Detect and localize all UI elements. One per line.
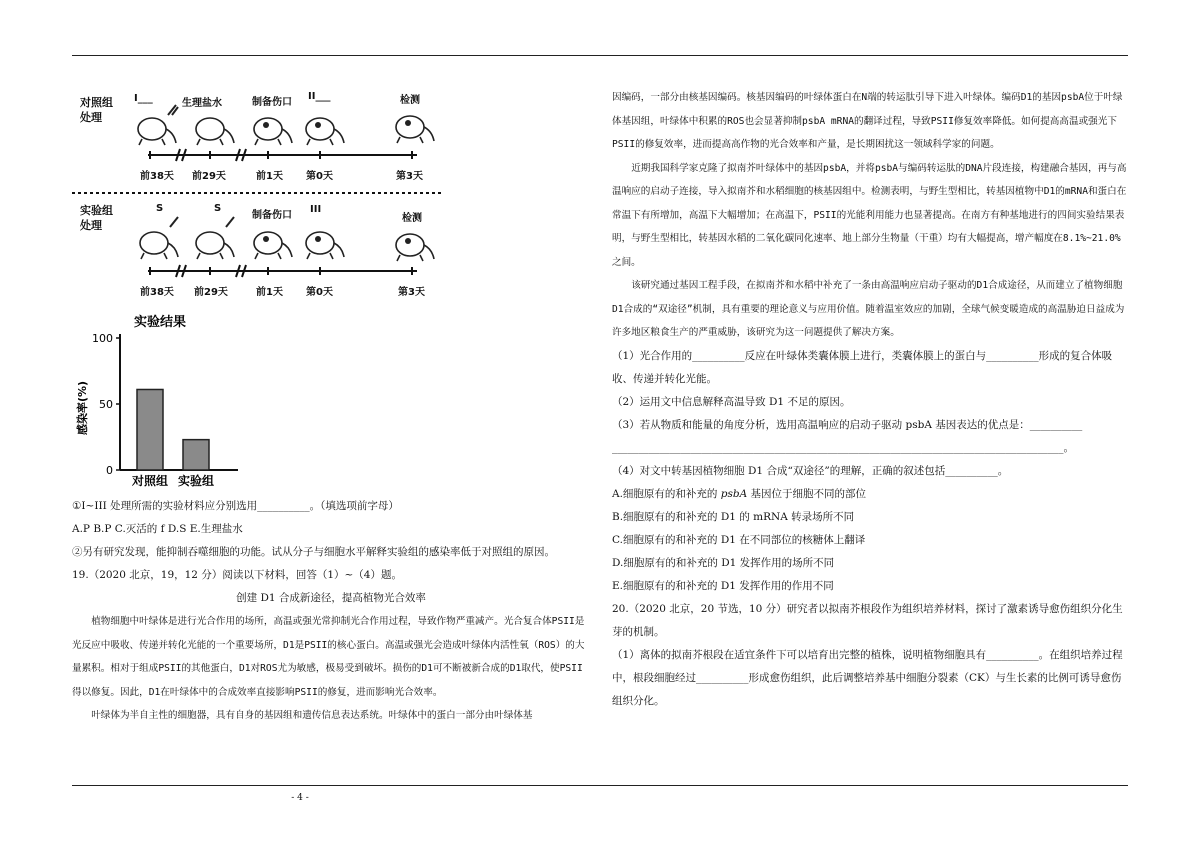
question-19-header: 19.（2020 北京，19，12 分）阅读以下材料，回答（1）~（4）题。: [72, 569, 402, 581]
x-tick-label: 对照组: [131, 474, 169, 488]
infection-rate-bar-chart: [72, 310, 247, 495]
mouse-icon: [140, 232, 178, 259]
mouse-icon: [306, 118, 344, 145]
question-18-1: ①I~III 处理所需的实验材料应分别选用__________。（填选项前字母）: [72, 500, 399, 512]
option-a: A.细胞原有的和补充的 psbA 基因位于细胞不同的部位: [612, 487, 867, 500]
option-c: C.细胞原有的和补充的 D1 在不同部位的核糖体上翻译: [612, 533, 866, 546]
article-paragraph: 该研究通过基因工程手段，在拟南芥和水稻中补充了一条由高温响应启动子驱动的D1合成途径，从而建立了植物细胞D1合成的“双途径”机制，具有重要的理论意义与应用价值。随着温室效应的加剧，全球气候变暖造成的高温胁迫日益成为许多地区粮食生产的严重威胁，该研究为这一问题提供了解决方案。: [612, 280, 1125, 338]
mouse-icon: [396, 234, 434, 261]
y-tick-label: 50: [99, 398, 113, 411]
experiment-group-label: 实验组 处理: [80, 204, 113, 232]
mouse-icon: [196, 118, 234, 145]
bar: [137, 389, 163, 470]
timeline-label: 前1天: [256, 171, 283, 182]
exp-mark-1: S: [156, 203, 164, 214]
question-19-4: （4）对文中转基因植物细胞 D1 合成“双途径”的理解，正确的叙述包括__________。: [612, 464, 1009, 477]
timeline-label: 前29天: [194, 287, 228, 298]
treatment-figure: [72, 85, 452, 300]
article-paragraph: 因编码，一部分由核基因编码。核基因编码的叶绿体蛋白在N端的转运肽引导下进入叶绿体。编码D1的基因psbA位于叶绿体基因组，叶绿体中积累的ROS也会显著抑制psbA mRNA的翻译过程，导致PSII修复效率降低。如何提高高温或强光下PSII的修复效率，进而提高高作物的光合效率和产量，是长期困扰这一领域科学家的问题。: [612, 92, 1123, 150]
mouse-icon: [138, 118, 176, 145]
x-tick-label: 实验组: [177, 474, 215, 488]
article-paragraph: 植物细胞中叶绿体是进行光合作用的场所，高温或强光常抑制光合作用过程，导致作物严重减产。光合复合体PSII是光反应中吸收、传递并转化光能的一个重要场所，D1是PSII的核心蛋白。高温或强光会造成叶绿体内活性氧（ROS）的大量累积。相对于组成PSII的其他蛋白，D1对ROS尤为敏感，极易受到破坏。损伤的D1可不断被新合成的D1取代，使PSII得以修复。因此，D1在叶绿体中的合成效率直接影响PSII的修复，进而影响光合效率。: [72, 616, 585, 698]
exp-mark-5: 检测: [402, 213, 422, 224]
right-column: [612, 86, 1128, 713]
exp-mark-3: 制备伤口: [252, 210, 292, 221]
article-title: 创建 D1 合成新途径，提高植物光合效率: [236, 592, 426, 604]
control-mark-1: I___: [134, 93, 153, 104]
control-group-label: 对照组 处理: [80, 96, 113, 124]
mouse-icon: [254, 232, 292, 259]
article-paragraph: 近期我国科学家克隆了拟南芥叶绿体中的基因psbA，并将psbA与编码转运肽的DNA片段连接，构建融合基因，再与高温响应的启动子连接，导入拟南芥和水稻细胞的核基因组中。检测表明，与野生型相比，转基因植物中D1的mRNA和蛋白在常温下有所增加，高温下大幅增加；在高温下，PSII的光能利用能力也显著提高。在南方有种基地进行的四间实验结果表明，与野生型相比，转基因水稻的二氧化碳同化速率、地上部分生物量（干重）均有大幅提高，增产幅度在8.1%~21.0%之间。: [612, 162, 1127, 268]
chart-title: 实验结果: [133, 315, 187, 330]
question-20-1: （1）离体的拟南芥根段在适宜条件下可以培育出完整的植株，说明植物细胞具有__________。在组织培养过程中，根段细胞经过__________形成愈伤组织，此后调整培养基中细胞分裂素（CK）与生长素的比例可诱导愈伤组织分化。: [612, 648, 1123, 707]
option-b: B.细胞原有的和补充的 D1 的 mRNA 转录场所不同: [612, 510, 855, 523]
mouse-icon: [396, 116, 434, 143]
question-18-2: ②另有研究发现，能抑制吞噬细胞的功能。试从分子与细胞水平解释实验组的感染率低于对照组的原因。: [72, 546, 555, 558]
mouse-icon: [306, 232, 344, 259]
options-line: A.P B.P C.灭活的 f D.S E.生理盐水: [72, 523, 243, 535]
y-axis-label: 感染率(%): [76, 380, 89, 436]
left-column: [72, 495, 590, 728]
option-d: D.细胞原有的和补充的 D1 发挥作用的场所不同: [612, 556, 835, 569]
control-mark-4: II___: [308, 91, 331, 102]
control-mark-5: 检测: [400, 95, 420, 106]
y-tick-label: 0: [106, 464, 113, 477]
control-mark-2: 生理盐水: [182, 98, 222, 109]
timeline-label: 前1天: [256, 287, 283, 298]
bottom-rule: [72, 785, 1128, 786]
schematic-drawing: [72, 85, 452, 300]
exp-mark-2: S: [214, 203, 222, 214]
question-19-1: （1）光合作用的__________反应在叶绿体类囊体膜上进行，类囊体膜上的蛋白与__________形成的复合体吸收、传递并转化光能。: [612, 349, 1113, 385]
control-mark-3: 制备伤口: [252, 97, 292, 108]
timeline-label: 前38天: [140, 171, 174, 182]
mouse-icon: [196, 232, 234, 259]
timeline-label: 第0天: [306, 171, 333, 182]
exp-mark-4: III: [310, 204, 322, 215]
timeline-label: 第3天: [396, 171, 423, 182]
question-19-2: （2）运用文中信息解释高温导致 D1 不足的原因。: [612, 395, 851, 408]
option-e: E.细胞原有的和补充的 D1 发挥作用的作用不同: [612, 579, 834, 592]
bar: [183, 440, 209, 470]
question-19-3: （3）若从物质和能量的角度分析，选用高温响应的启动子驱动 psbA 基因表达的优点是：__________: [612, 418, 1083, 431]
article-paragraph: 叶绿体为半自主性的细胞器，具有自身的基因组和遗传信息表达系统。叶绿体中的蛋白一部分由叶绿体基: [91, 710, 533, 721]
question-20-header: 20.（2020 北京，20 节选，10 分）研究者以拟南芥根段作为组织培养材料，探讨了激素诱导愈伤组织分化生芽的机制。: [612, 602, 1123, 638]
answer-line: ______________________________________________________________________________________。: [612, 441, 1074, 454]
y-tick-label: 100: [92, 332, 113, 345]
timeline-label: 前29天: [192, 171, 226, 182]
mouse-icon: [254, 118, 292, 145]
top-rule: [72, 55, 1128, 56]
timeline-label: 第3天: [398, 287, 425, 298]
timeline-label: 前38天: [140, 287, 174, 298]
timeline-label: 第0天: [306, 287, 333, 298]
page-number: - 4 -: [291, 793, 309, 803]
